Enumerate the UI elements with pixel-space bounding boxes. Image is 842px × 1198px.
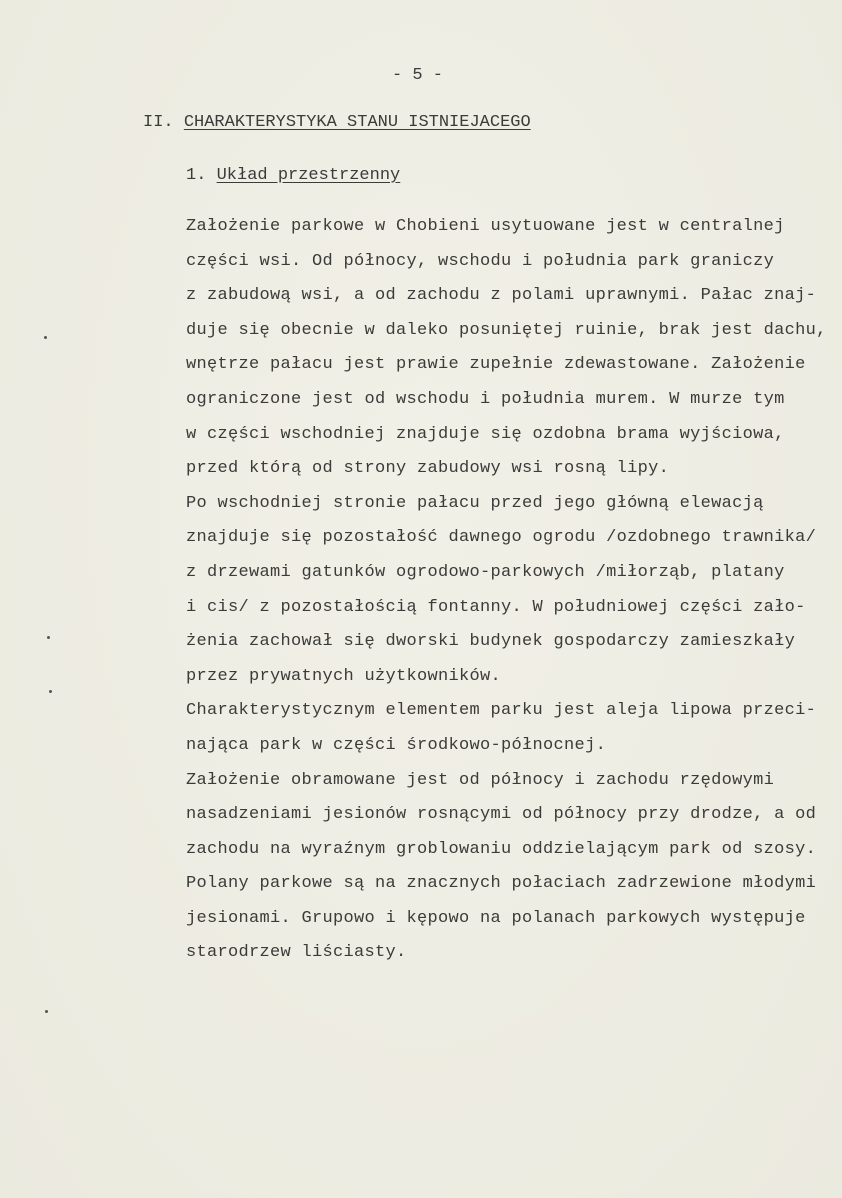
text-line: Założenie parkowe w Chobieni usytuowane jest w centralnej — [186, 217, 785, 236]
body-text — [186, 213, 826, 974]
margin-mark — [45, 1010, 48, 1013]
text-line: jesionami. Grupowo i kępowo na polanach parkowych występuje — [186, 908, 806, 928]
text-line: zachodu na wyraźnym groblowaniu oddzielającym park od szosy. — [186, 839, 817, 859]
margin-mark — [47, 636, 50, 639]
subsection-number: 1. — [186, 166, 207, 185]
text-line: w części wschodniej znajduje się ozdobna brama wyjściowa, — [186, 424, 785, 444]
text-line: znajduje się pozostałość dawnego ogrodu /ozdobnego trawnika/ — [186, 528, 817, 548]
text-line: i cis/ z pozostałością fontanny. W południowej części zało- — [186, 597, 806, 617]
text-line: żenia zachował się dworski budynek gospodarczy zamieszkały — [186, 632, 796, 652]
subsection-title: Układ przestrzenny — [216, 166, 401, 185]
text-line: Polany parkowe są na znacznych połaciach zadrzewione młodymi — [186, 874, 817, 894]
text-line: starodrzew liściasty. — [186, 943, 407, 963]
text-line: ograniczone jest od wschodu i południa murem. W murze tym — [186, 389, 785, 409]
text-line: nasadzeniami jesionów rosnącymi od północy przy drodze, a od — [186, 805, 817, 825]
section-heading — [143, 113, 531, 132]
text-line: Charakterystycznym elementem parku jest aleja lipowa przeci- — [186, 701, 817, 721]
text-line: części wsi. Od północy, wschodu i południa park graniczy — [186, 251, 775, 271]
margin-mark — [49, 690, 52, 693]
section-title: CHARAKTERYSTYKA STANU ISTNIEJACEGO — [183, 113, 531, 132]
text-line: Po wschodniej stronie pałacu przed jego główną elewacją — [186, 493, 764, 513]
text-line: przez prywatnych użytkowników. — [186, 666, 502, 686]
text-line: z zabudową wsi, a od zachodu z polami uprawnymi. Pałac znaj- — [186, 286, 817, 306]
text-line: przed którą od strony zabudowy wsi rosną lipy. — [186, 459, 670, 479]
subsection-heading — [186, 166, 400, 185]
margin-mark — [44, 336, 47, 339]
text-line: Założenie obramowane jest od północy i zachodu rzędowymi — [186, 770, 775, 790]
page-number: - 5 - — [392, 66, 444, 85]
section-number: II. — [143, 113, 174, 132]
text-line: nająca park w części środkowo-północnej. — [186, 735, 607, 755]
text-line: z drzewami gatunków ogrodowo-parkowych /miłorząb, platany — [186, 562, 785, 582]
text-line: duje się obecnie w daleko posuniętej ruinie, brak jest dachu, — [186, 320, 827, 340]
text-line: wnętrze pałacu jest prawie zupełnie zdewastowane. Założenie — [186, 355, 806, 375]
